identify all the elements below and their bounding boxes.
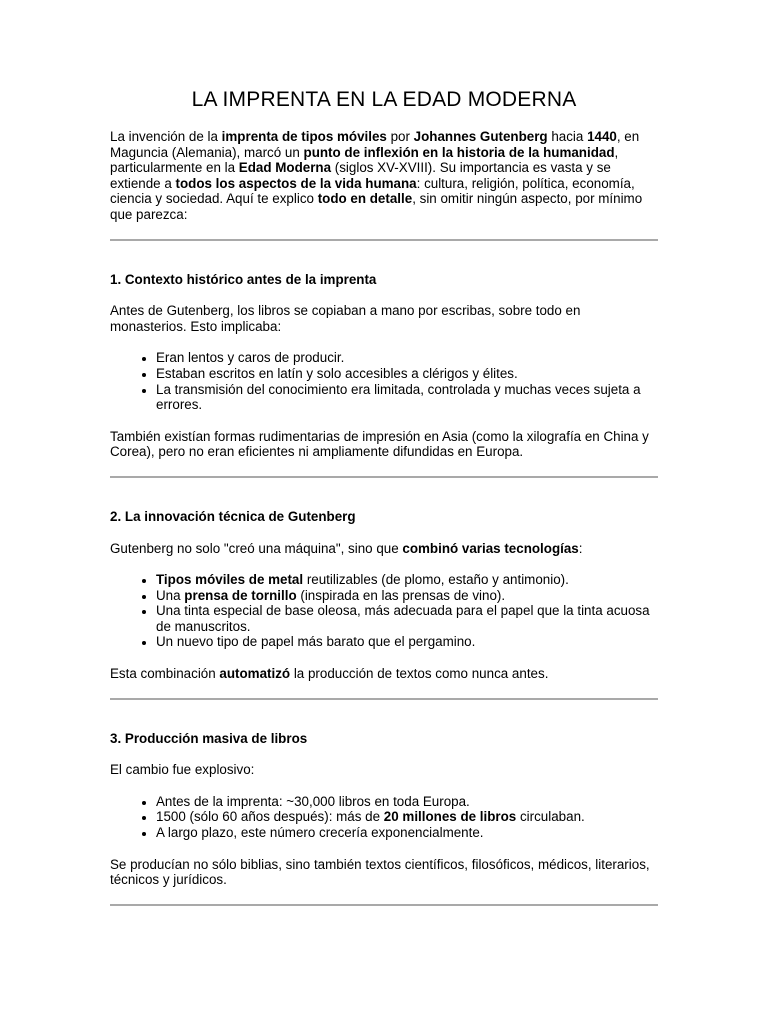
- list-item: • La transmisión del conocimiento era limitada, controlada y muchas veces sujeta a errores.: [156, 382, 658, 413]
- section-heading-2: 2. La innovación técnica de Gutenberg: [110, 508, 356, 524]
- section-divider: [110, 476, 658, 478]
- section-heading-3: 3. Producción masiva de libros: [110, 730, 308, 746]
- section-divider: [110, 698, 658, 700]
- section-1-paragraph-2: También existían formas rudimentarias de impresión en Asia (como la xilografía en China y Corea), pero no eran eficientes ni ampliamente difundidas en Europa.: [110, 428, 649, 460]
- list-item: • Una prensa de tornillo (inspirada en las prensas de vino).: [156, 588, 658, 604]
- list-item: • 1500 (sólo 60 años después): más de 20 millones de libros circulaban.: [156, 809, 658, 825]
- section-divider: [110, 239, 658, 241]
- section-2-note: Esta combinación automatizó la producción de textos como nunca antes.: [110, 666, 549, 682]
- list-item: • Antes de la imprenta: ~30,000 libros en toda Europa.: [156, 794, 658, 810]
- section-3-paragraph: El cambio fue explosivo:: [110, 762, 255, 778]
- list-item: • Un nuevo tipo de papel más barato que el pergamino.: [156, 634, 658, 650]
- list-item: • A largo plazo, este número crecería exponencialmente.: [156, 825, 658, 841]
- section-2-paragraph: Gutenberg no solo "creó una máquina", sino que combinó varias tecnologías:: [110, 540, 583, 556]
- list-item: • Estaban escritos en latín y solo accesibles a clérigos y élites.: [156, 366, 658, 382]
- list-item: • Eran lentos y caros de producir.: [156, 350, 658, 366]
- list-item: • Una tinta especial de base oleosa, más adecuada para el papel que la tinta acuosa de manuscritos.: [156, 603, 658, 634]
- page-title: LA IMPRENTA EN LA EDAD MODERNA: [191, 88, 577, 111]
- section-heading-1: 1. Contexto histórico antes de la imprenta: [110, 271, 377, 287]
- section-3-paragraph-2: Se producían no sólo biblias, sino también textos científicos, filosóficos, médicos, literarios, técnicos y jurídicos.: [110, 856, 650, 888]
- intro-paragraph: La invención de la imprenta de tipos móviles por Johannes Gutenberg hacia 1440, en Maguncia (Alemania), marcó un punto de inflexión en la historia de la humanidad, particularmente en la Edad Moderna (siglos XV-XVIII). Su importancia es vasta y se extiende a todos los aspectos de la vida humana: cultura, religión, política, economía, ciencia y sociedad. Aquí te explico todo en detalle, sin omitir ningún aspecto, por mínimo que parezca:: [110, 129, 643, 222]
- section-2-list: [110, 572, 658, 650]
- section-1-paragraph: Antes de Gutenberg, los libros se copiaban a mano por escribas, sobre todo en monasterios. Esto implicaba:: [110, 303, 581, 334]
- section-divider: [110, 904, 658, 906]
- section-1-list: [110, 350, 658, 412]
- section-3-list: [110, 794, 658, 841]
- list-item: • Tipos móviles de metal reutilizables (de plomo, estaño y antimonio).: [156, 572, 658, 588]
- document-content: [110, 86, 658, 906]
